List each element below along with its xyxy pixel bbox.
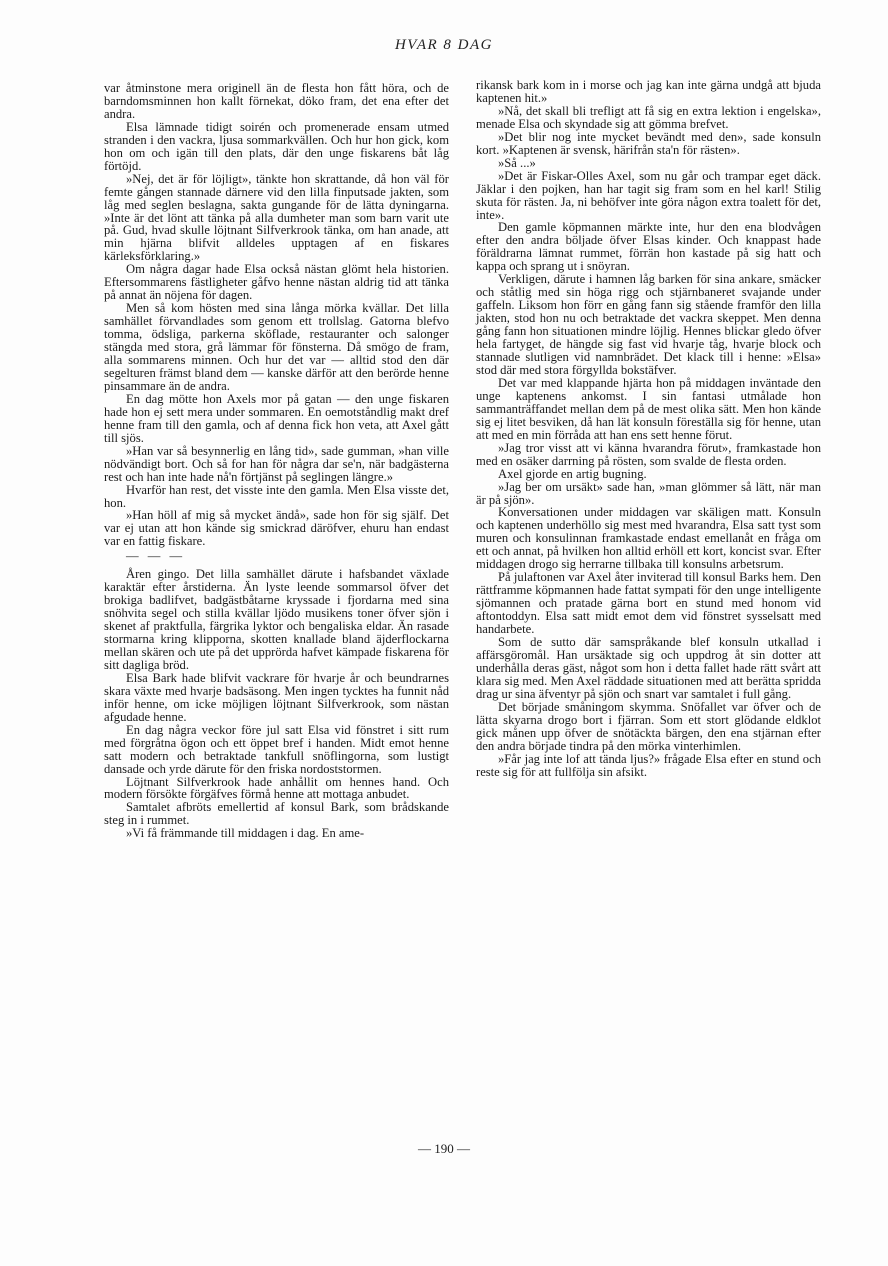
paragraph: Hvarför han rest, det visste inte den gamla. Men Elsa visste det, hon. — [104, 482, 449, 510]
paragraph: »Det blir nog inte mycket bevändt med den», sade konsuln kort. »Kaptenen är svensk, härifrån sta'n för rästen». — [476, 129, 821, 157]
paragraph: »Nej, det är för löjligt», tänkte hon skrattande, då hon väl för femte gången stannade därnere vid den lilla finputsade jakten, som låg med seglen beslagna, sakta gungande för de lätta dyningarna. »Inte är det lönt att tänka på alla dumheter man som barn varit ute på. Gud, hvad skulle löjtnant Silfverkrook tänka, om han anade, att min hjärna blifvit alldeles upptagen af en fiskares kärleksförklaring.» — [104, 171, 449, 264]
paragraph: Som de sutto där samspråkande blef konsuln utkallad i affärsgöromål. Han ursäktade sig och uppdrog åt sin dotter att underhålla deras gäst, något som hon i detta fallet hade rätt svårt att klara sig med. Men Axel räddade situationen med att berätta spridda drag ur sina äfventyr på sjön och snart var samtalet i full gång. — [476, 634, 821, 701]
section-separator: — — — — [126, 549, 186, 564]
paragraph: Åren gingo. Det lilla samhället därute i hafsbandet växlade karaktär efter årstiderna. Än lyste leende sommarsol öfver det brokiga badlifvet, badgästbåtarne kryssade i fjordarna med sina snöhvita segel och stilla kvällar ljödo musikens toner öfver sjön i skenet af praktfulla, färgrika lyktor och bengaliska eldar. Än rasade stormarna kring klipporna, skotten knallade bland äjderflockarna mellan skären och ute på det upprörda hafvet kämpade fiskarena för sitt dagliga bröd. — [104, 567, 449, 672]
paragraph: Axel gjorde en artig bugning. — [498, 466, 647, 481]
paragraph: Samtalet afbröts emellertid af konsul Bark, som brådskande steg in i rummet. — [104, 800, 449, 828]
paragraph: »Så ...» — [498, 155, 536, 170]
paragraph: En dag några veckor före jul satt Elsa vid fönstret i sitt rum med förgråtna ögon och ett öppet bref i handen. Midt emot henne satt modern och betraktade tankfull snöflingorna, som lustigt dansade och yrde därute för den friska nordoststormen. — [104, 722, 449, 776]
paragraph: »Vi få främmande till middagen i dag. En ame- — [126, 826, 365, 841]
paragraph: var åtminstone mera originell än de flesta hon fått höra, och de barndomsminnen hon kallt förnekat, döko fram, det ena efter det andra. — [104, 81, 449, 121]
paragraph: Den gamle köpmannen märkte inte, hur den ena blodvågen efter den andra böljade öfver Elsas kinder. Och knappast hade föräldrarna lämnat rummet, förrän hon kastade på sig hatt och kappa och sprang ut i snöyran. — [476, 220, 821, 274]
running-header: HVAR 8 DAG — [394, 37, 494, 53]
paragraph: Konversationen under middagen var skäligen matt. Konsuln och kaptenen underhöllo sig mest med hvarandra, Elsa satt tyst som muren och konsulinnan framkastade endast emellanåt en fråga om ett och annat, på hvilken hon alltid erhöll ett kort, koncist svar. Efter middagen drogo sig herrarne tillbaka till konsulns arbetsrum. — [476, 505, 821, 572]
paragraph: »Han höll af mig så mycket ändå», sade hon för sig själf. Det var ej utan att hon kände sig smickrad däröfver, ehuru han endast var en fattig fiskare. — [104, 508, 449, 549]
paragraph: Elsa Bark hade blifvit vackrare för hvarje år och beundrarnes skara växte med hvarje badsäsong. Men ingen tycktes ha funnit nåd inför henne, om icke möjligen löjtnant Silfverkrook, som nästan afgudade henne. — [104, 670, 449, 724]
paragraph: »Får jag inte lof att tända ljus?» frågade Elsa efter en stund och reste sig för att fullfölja sin afsikt. — [476, 751, 821, 779]
paragraph: »Jag ber om ursäkt» sade han, »man glömmer så lätt, när man är på sjön». — [476, 479, 821, 507]
paragraph: »Jag tror visst att vi känna hvarandra förut», framkastade hon med en osäker darrning på rösten, som svalde de flesta orden. — [476, 440, 821, 468]
paragraph: Det var med klappande hjärta hon på middagen inväntade den unge kaptenens ankomst. I sin fantasi utmålade hon sammanträffandet mellan dem på de mest olika sätt. Men hon kände sig ej litet besviken, då han lät konsuln föreställa sig för henne, utan att med en min förråda att han ens sett henne förut. — [476, 375, 821, 442]
paragraph: »Han var så besynnerlig en lång tid», sade gumman, »han ville nödvändigt bort. Och så for han för några dar se'n, när badgästerna rest och han inte hade nå'n förtjänst på seglingen längre.» — [104, 443, 449, 484]
paragraph: Elsa lämnade tidigt soirén och promenerade ensam utmed stranden i den vackra, ljusa sommarkvällen. Och hur hon gick, kom hon om och igän till den plats, där den unge fiskarens båt låg förtöjd. — [104, 119, 449, 173]
paragraph: Om några dagar hade Elsa också nästan glömt hela historien. Eftersommarens fästligheter gåfvo henne nästan aldrig tid att tänka på annat än nöjena för dagen. — [104, 262, 449, 303]
right-column — [476, 79, 821, 778]
paragraph: rikansk bark kom in i morse och jag kan inte gärna undgå att bjuda kaptenen hit.» — [476, 78, 821, 105]
page-number: — 190 — — [418, 1141, 470, 1156]
paragraph: På julaftonen var Axel åter inviterad till konsul Barks hem. Den rättframme köpmannen hade fattat sympati för den unge intelligente sjömannen och pratade gärna bort en stund med honom vid aftontoddyn. Elsa satt midt emot dem vid fönstret sysselsatt med handarbete. — [476, 570, 821, 637]
paragraph: Det började småningom skymma. Snöfallet var öfver och de lätta skyarna drogo bort i fjärran. Som ett stort glödande eldklot gick månen upp öfver de snötäckta bärgen, den ena stjärnan efter den andra började tindra på den mörka vinterhimlen. — [476, 699, 821, 753]
paragraph: Men så kom hösten med sina långa mörka kvällar. Det lilla samhället förvandlades som genom ett trollslag. Gatorna blefvo tomma, ödsliga, parkerna sköflade, restauranter och salonger stängda med stora, grå lämmar för fönsterna. Då smögo de fram, alla sommarens minnen. Och hur det var — alltid stod den där segelturen främst bland dem — kanske därför att den berörde henne pinsammare än de andra. — [104, 301, 449, 393]
paragraph: Löjtnant Silfverkrook hade anhållit om hennes hand. Och modern försökte förgäfves förmå henne att mottaga anbudet. — [104, 774, 449, 802]
paragraph: Verkligen, därute i hamnen låg barken för sina ankare, smäcker och ståtlig med sin höga rigg och stjärnbaneret svajande under gaffeln. Liksom hon förr en gång fann sig stående framför den lilla jakten, stod hon nu och betraktade det vackra skeppet. Men denna gång fann hon situationen mindre löjlig. Hennes blickar gledo öfver hela fartyget, de hängde sig fast vid hvarje tåg, hvarje block och stannade slutligen vid namnbrädet. Det klack till i henne: »Elsa» stod där med stora förgyllda bokstäfver. — [476, 272, 821, 377]
paragraph: »Det är Fiskar-Olles Axel, som nu går och trampar eget däck. Jäklar i den pojken, han har tagit sig fram som en hel karl! Stilig skuta för rästen. Ja, ni behöfver inte göra någon extra toalett för det, inte». — [476, 168, 821, 222]
left-column — [104, 82, 449, 840]
paragraph: En dag mötte hon Axels mor på gatan — den unge fiskaren hade hon ej sett mera under sommaren. En oemotståndlig makt dref henne fram till den gamla, och af denna fick hon veta, att Axel gått till sjös. — [104, 391, 449, 445]
paragraph: »Nå, det skall bli trefligt att få sig en extra lektion i engelska», menade Elsa och skyndade sig att gömma brefvet. — [476, 103, 821, 131]
